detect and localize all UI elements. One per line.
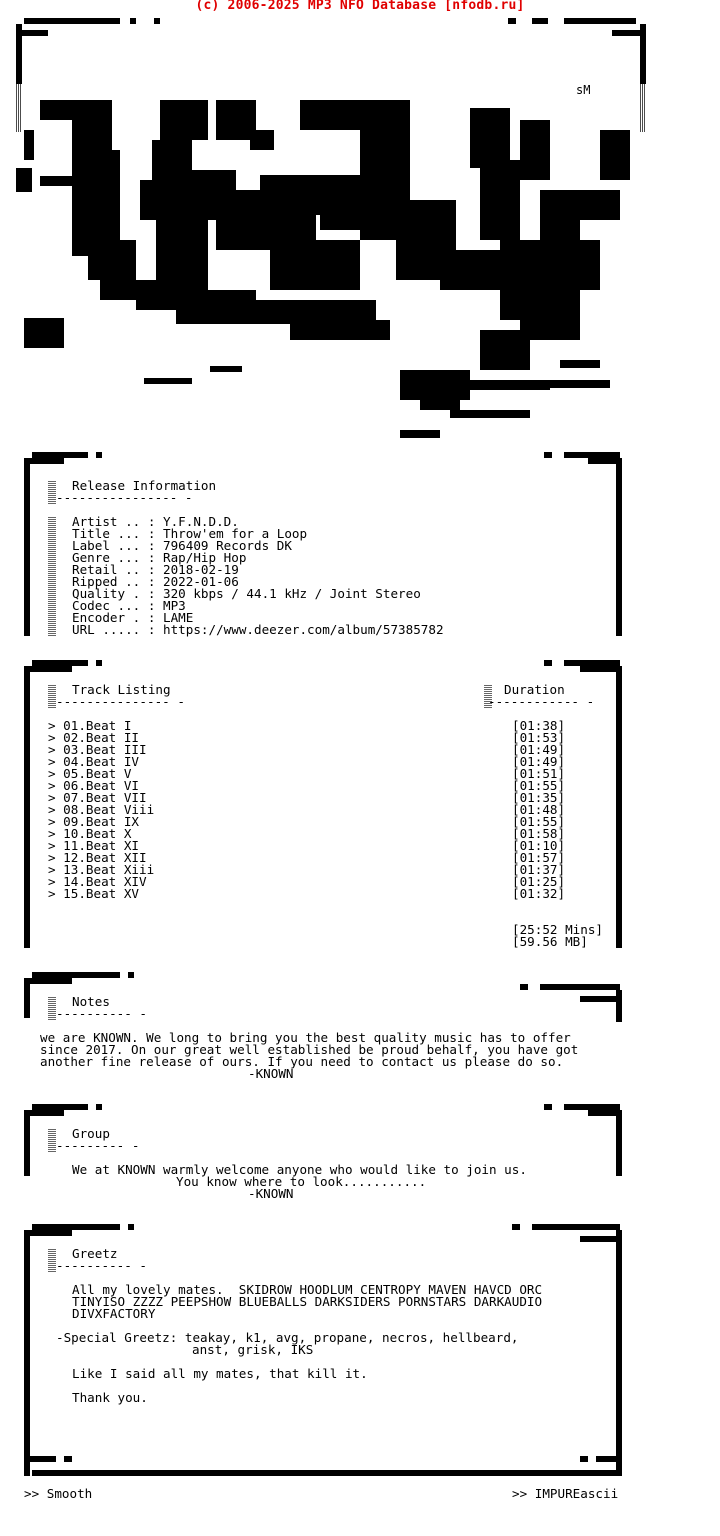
track-duration: [01:25]	[512, 874, 566, 889]
greetz-heading: Greetz	[72, 1246, 118, 1261]
footer-credit-right: >> IMPUREascii	[512, 1486, 619, 1501]
field-row: Label ... : 796409 Records DK	[72, 538, 292, 553]
track-duration: [01:37]	[512, 862, 566, 877]
track-title: > 14.Beat XIV	[48, 874, 147, 889]
track-duration: [01:55]	[512, 778, 566, 793]
field-row: Retail .. : 2018-02-19	[72, 562, 239, 577]
duration-heading: Duration	[504, 682, 565, 697]
track-title: > 01.Beat I	[48, 718, 132, 733]
track-duration: [01:10]	[512, 838, 566, 853]
greetz-line: All my lovely mates. SKIDROW HOODLUM CENTROPY MAVEN HAVCD ORC	[72, 1282, 543, 1297]
track-title: > 05.Beat V	[48, 766, 132, 781]
codec-value: MP3	[163, 598, 186, 613]
field-row: Quality . : 320 kbps / 44.1 kHz / Joint Stereo	[72, 586, 421, 601]
track-duration: [01:49]	[512, 754, 566, 769]
track-duration: [01:35]	[512, 790, 566, 805]
field-row: Genre ... : Rap/Hip Hop	[72, 550, 247, 565]
field-row: Encoder . : LAME	[72, 610, 194, 625]
track-title: > 09.Beat IX	[48, 814, 139, 829]
total-size: [59.56 MB]	[512, 934, 588, 949]
greetz-line: TINYISO ZZZZ PEEPSHOW BLUEBALLS DARKSIDERS PORNSTARS DARKAUDIO	[72, 1294, 543, 1309]
encoder-value: LAME	[163, 610, 194, 625]
notes-line: another fine release of ours. If you need to contact us please do so.	[40, 1054, 564, 1069]
special-greetz-line: anst, grisk, IKS	[192, 1342, 314, 1357]
track-duration: [01:57]	[512, 850, 566, 865]
field-row: Title ... : Throw'em for a Loop	[72, 526, 308, 541]
greetz-line: Like I said all my mates, that kill it.	[72, 1366, 368, 1381]
track-duration: [01:51]	[512, 766, 566, 781]
release-info-heading: Release Information	[72, 478, 217, 493]
heading-underline: ---------------- -	[56, 490, 193, 505]
track-duration: [01:53]	[512, 730, 566, 745]
group-signature: -KNOWN	[248, 1186, 294, 1201]
track-title: > 03.Beat III	[48, 742, 147, 757]
footer-credit-left: >> Smooth	[24, 1486, 93, 1501]
retail-value: 2018-02-19	[163, 562, 239, 577]
ripped-value: 2022-01-06	[163, 574, 239, 589]
notes-signature: -KNOWN	[248, 1066, 294, 1081]
track-duration: [01:49]	[512, 742, 566, 757]
track-duration: [01:32]	[512, 886, 566, 901]
heading-underline: ---------- -	[56, 1258, 147, 1273]
field-row: URL ..... : https://www.deezer.com/album/57385782	[72, 622, 444, 637]
track-duration: [01:38]	[512, 718, 566, 733]
copyright-banner: (c) 2006-2025 MP3 NFO Database [nfodb.ru]	[195, 0, 525, 13]
ascii-logo	[0, 0, 720, 450]
url-value[interactable]: https://www.deezer.com/album/57385782	[163, 622, 444, 637]
total-time: [25:52 Mins]	[512, 922, 603, 937]
special-greetz-line: -Special Greetz: teakay, k1, avg, propane, necros, hellbeard,	[56, 1330, 519, 1345]
track-title: > 15.Beat XV	[48, 886, 139, 901]
track-title: > 04.Beat IV	[48, 754, 139, 769]
duration-list	[512, 720, 565, 900]
track-title: > 07.Beat VII	[48, 790, 147, 805]
track-list	[48, 720, 154, 900]
label-value: 796409 Records DK	[163, 538, 292, 553]
track-duration: [01:58]	[512, 826, 566, 841]
notes-line: since 2017. On our great well established be proud behalf, you have got	[40, 1042, 579, 1057]
notes-line: we are KNOWN. We long to bring you the best quality music has to offer	[40, 1030, 571, 1045]
heading-underline: --------------- -	[56, 694, 185, 709]
track-title: > 11.Beat XI	[48, 838, 139, 853]
track-listing-heading: Track Listing	[72, 682, 171, 697]
heading-underline: ------------ -	[488, 694, 595, 709]
field-row: Artist .. : Y.F.N.D.D.	[72, 514, 239, 529]
greetz-line: DIVXFACTORY	[72, 1306, 156, 1321]
field-row: Codec ... : MP3	[72, 598, 186, 613]
notes-heading: Notes	[72, 994, 110, 1009]
heading-underline: --------- -	[56, 1138, 140, 1153]
title-value: Throw'em for a Loop	[163, 526, 308, 541]
track-duration: [01:55]	[512, 814, 566, 829]
logo-signature: sM	[576, 83, 591, 97]
artist-value: Y.F.N.D.D.	[163, 514, 239, 529]
group-line: We at KNOWN warmly welcome anyone who would like to join us.	[72, 1162, 527, 1177]
track-duration: [01:48]	[512, 802, 566, 817]
track-title: > 02.Beat II	[48, 730, 139, 745]
group-heading: Group	[72, 1126, 110, 1141]
group-line: You know where to look...........	[176, 1174, 427, 1189]
track-title: > 06.Beat VI	[48, 778, 139, 793]
track-title: > 12.Beat XII	[48, 850, 147, 865]
track-title: > 13.Beat Xiii	[48, 862, 155, 877]
track-title: > 08.Beat Viii	[48, 802, 155, 817]
genre-value: Rap/Hip Hop	[163, 550, 247, 565]
field-row: Ripped .. : 2022-01-06	[72, 574, 239, 589]
quality-value: 320 kbps / 44.1 kHz / Joint Stereo	[163, 586, 421, 601]
track-title: > 10.Beat X	[48, 826, 132, 841]
greetz-line: Thank you.	[72, 1390, 148, 1405]
heading-underline: ---------- -	[56, 1006, 147, 1021]
release-fields	[72, 516, 444, 636]
